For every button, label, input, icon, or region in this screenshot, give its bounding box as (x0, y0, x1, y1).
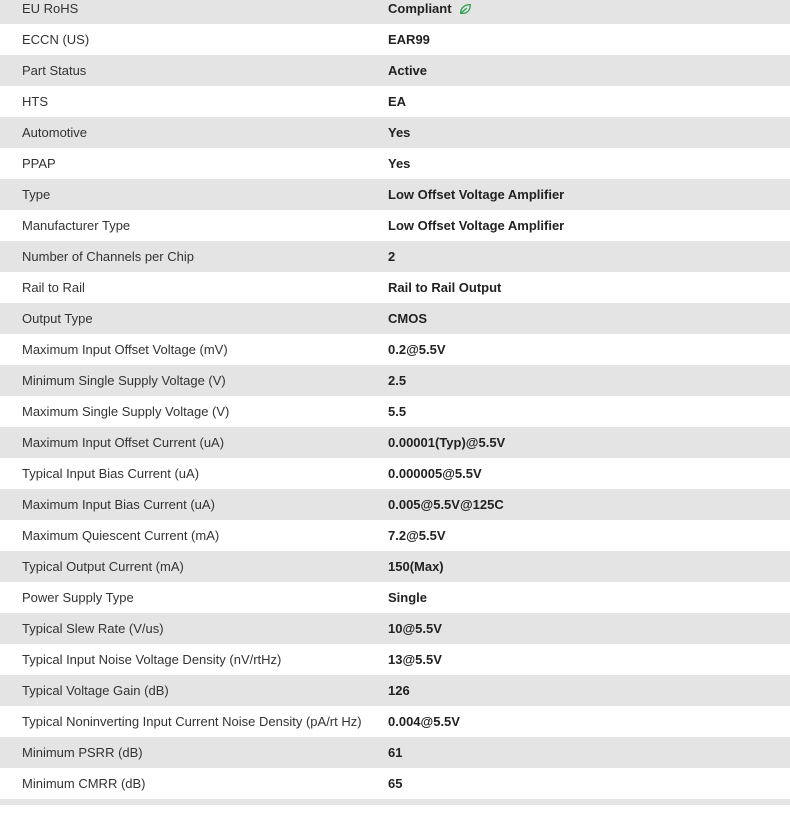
spec-label: Part Status (22, 63, 87, 78)
spec-label: Typical Output Current (mA) (22, 559, 184, 574)
spec-label: Type (22, 187, 51, 202)
spec-value: 2.5 (388, 373, 407, 388)
spec-value: Yes (388, 125, 411, 140)
spec-value: 61 (388, 745, 403, 760)
spec-value: 7.2@5.5V (388, 528, 446, 543)
spec-value: CMOS (388, 311, 427, 326)
spec-label: EU RoHS (22, 1, 79, 16)
spec-row (0, 24, 790, 55)
spec-label: Maximum Quiescent Current (mA) (22, 528, 220, 543)
spec-label: Maximum Input Offset Current (uA) (22, 435, 225, 450)
spec-label: Number of Channels per Chip (22, 249, 194, 264)
spec-value: 5.5 (388, 404, 407, 419)
spec-label: Minimum Single Supply Voltage (V) (22, 373, 226, 388)
spec-value: 126 (388, 683, 410, 698)
spec-value: 150(Max) (388, 559, 444, 574)
spec-value: 13@5.5V (388, 652, 442, 667)
spec-row (0, 148, 790, 179)
spec-row (0, 0, 790, 24)
spec-label: ECCN (US) (22, 32, 90, 47)
spec-label: Maximum Input Bias Current (uA) (22, 497, 215, 512)
spec-label: Typical Voltage Gain (dB) (22, 683, 169, 698)
spec-value (388, 1, 790, 17)
spec-label: Maximum Input Offset Voltage (mV) (22, 342, 228, 357)
spec-row (0, 551, 790, 582)
spec-label: Typical Slew Rate (V/us) (22, 621, 164, 636)
spec-label: Automotive (22, 125, 88, 140)
spec-row (0, 303, 790, 334)
spec-label: Typical Input Bias Current (uA) (22, 466, 200, 481)
spec-label: Rail to Rail (22, 280, 85, 295)
spec-row (0, 768, 790, 799)
spec-row (0, 396, 790, 427)
spec-label: Maximum Single Supply Voltage (V) (22, 404, 230, 419)
spec-row (0, 179, 790, 210)
spec-row (0, 582, 790, 613)
spec-value: Single (388, 590, 428, 605)
spec-label: Output Type (22, 311, 93, 326)
spec-row (0, 675, 790, 706)
spec-label: Minimum CMRR (dB) (22, 776, 146, 791)
spec-row (0, 644, 790, 675)
spec-value: 2 (388, 249, 396, 264)
spec-value: 0.005@5.5V@125C (388, 497, 504, 512)
spec-row (0, 86, 790, 117)
spec-row (0, 55, 790, 86)
spec-value: Active (388, 63, 428, 78)
spec-label: HTS (22, 94, 48, 109)
spec-value: 0.000005@5.5V (388, 466, 482, 481)
spec-row (0, 613, 790, 644)
table-bottom-band (0, 799, 790, 805)
spec-value: 0.00001(Typ)@5.5V (388, 435, 506, 450)
spec-value: EA (388, 94, 407, 109)
spec-label: Power Supply Type (22, 590, 134, 605)
spec-value: EAR99 (388, 32, 430, 47)
spec-row (0, 117, 790, 148)
spec-label: Typical Noninverting Input Current Noise Density (pA/rt Hz) (22, 714, 362, 729)
spec-row (0, 272, 790, 303)
spec-label: PPAP (22, 156, 56, 171)
spec-row (0, 241, 790, 272)
spec-value: 65 (388, 776, 403, 791)
spec-value-text: Compliant (388, 1, 452, 16)
spec-row (0, 706, 790, 737)
spec-value: 10@5.5V (388, 621, 442, 636)
spec-row (0, 737, 790, 768)
spec-row (0, 365, 790, 396)
spec-row (0, 334, 790, 365)
spec-value: Low Offset Voltage Amplifier (388, 218, 565, 233)
spec-row (0, 520, 790, 551)
spec-label: Typical Input Noise Voltage Density (nV/rtHz) (22, 652, 282, 667)
spec-value: Low Offset Voltage Amplifier (388, 187, 565, 202)
spec-row (0, 458, 790, 489)
leaf-icon (458, 2, 472, 16)
spec-label: Minimum PSRR (dB) (22, 745, 143, 760)
spec-value: Yes (388, 156, 411, 171)
spec-value: 0.004@5.5V (388, 714, 460, 729)
spec-value: 0.2@5.5V (388, 342, 446, 357)
spec-row (0, 427, 790, 458)
spec-value: Rail to Rail Output (388, 280, 502, 295)
spec-label: Manufacturer Type (22, 218, 131, 233)
spec-row (0, 489, 790, 520)
spec-row (0, 210, 790, 241)
